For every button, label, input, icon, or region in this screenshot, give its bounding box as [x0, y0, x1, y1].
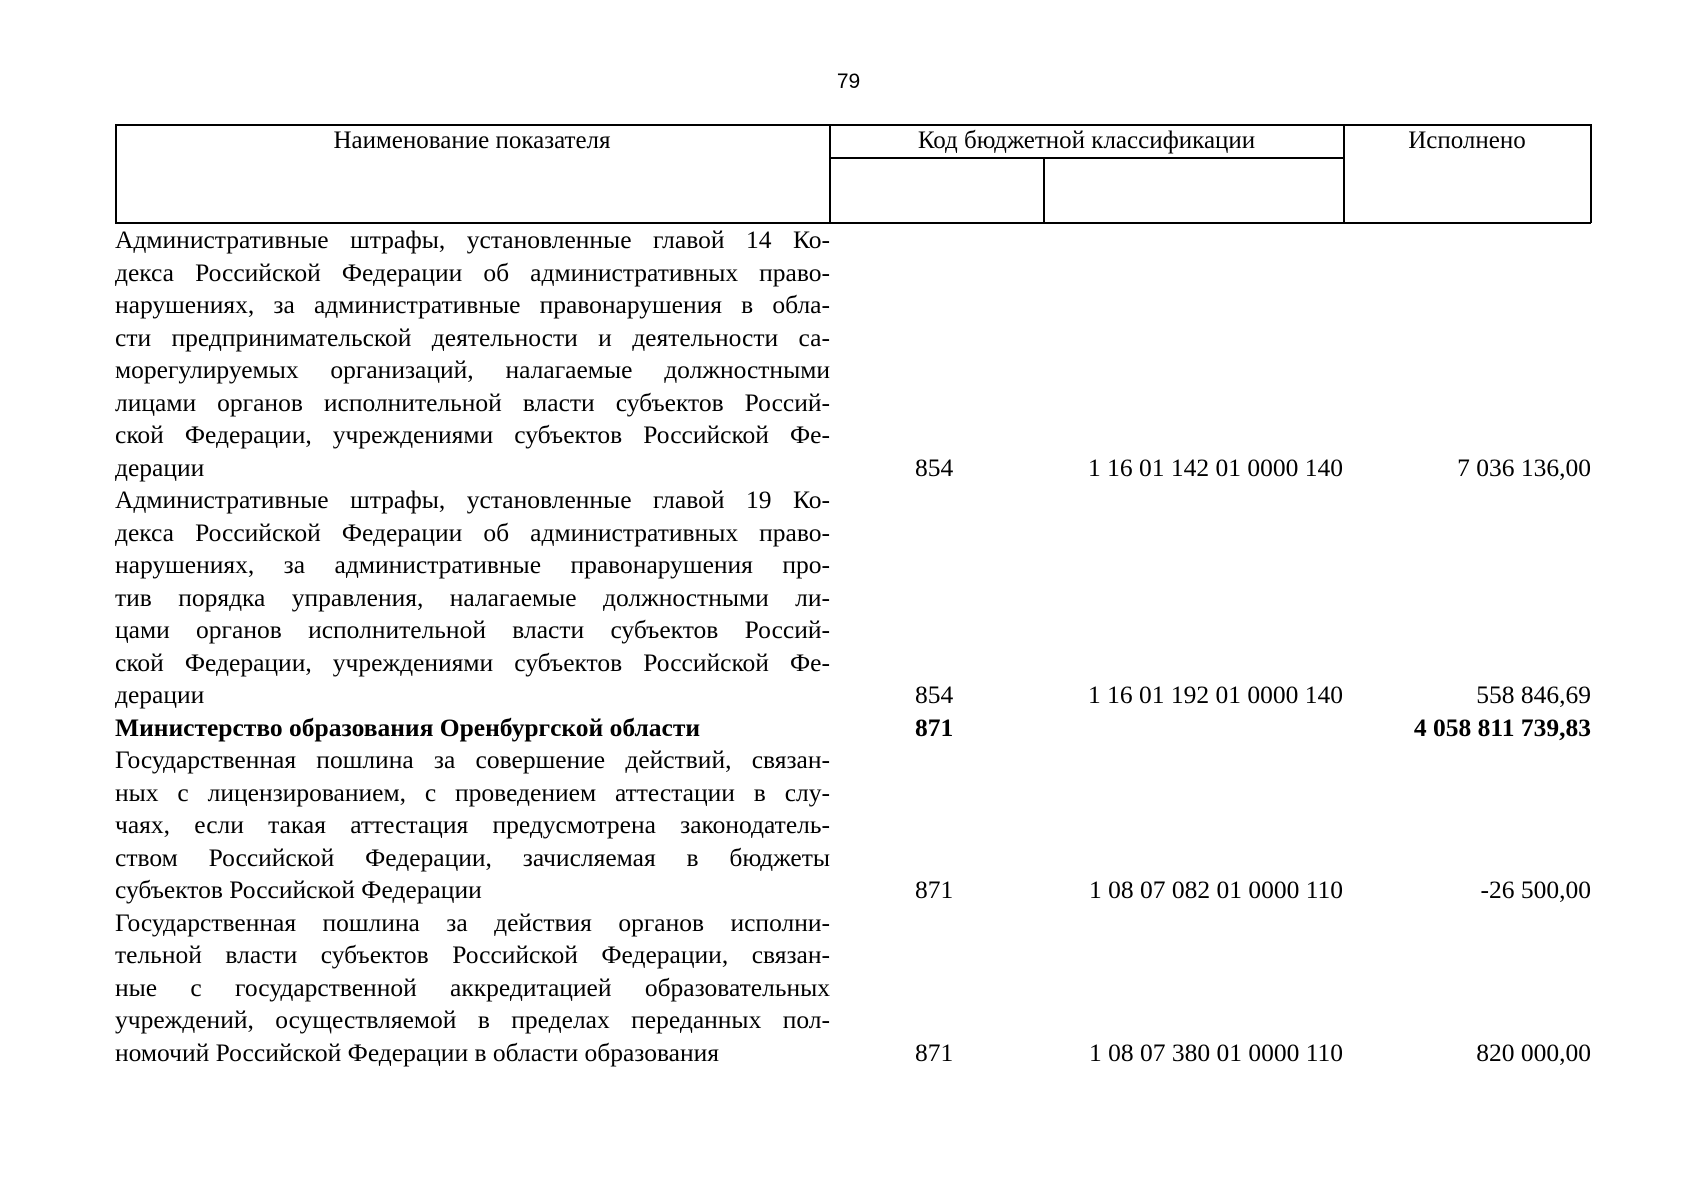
row-name-line: декса Российской Федерации об административных право- [115, 257, 830, 287]
row-name [115, 712, 830, 745]
row-amount: 4 058 811 739,83 [1413, 712, 1591, 742]
row-budget-code: 1 16 01 142 01 0000 140 [1088, 452, 1343, 482]
row-admin-code: 854 [915, 452, 954, 482]
row-name-line: цами органов исполнительной власти субъектов Россий- [115, 615, 830, 644]
row-name-line: чаях, если такая аттестация предусмотрена законодатель- [115, 810, 830, 839]
header-border-right [1590, 124, 1592, 223]
row-name-line: ской Федерации, учреждениями субъектов Российской Фе- [115, 420, 830, 449]
row-name [115, 907, 830, 1070]
row-name-line: декса Российской Федерации об административных право- [115, 517, 830, 547]
row-name-line: Административные штрафы, установленные главой 19 Ко- [115, 485, 830, 514]
header-divider-code-group [829, 157, 1344, 159]
header-executed-col: Исполнено [1408, 127, 1526, 154]
row-name-line: нарушениях, за административные правонарушения в обла- [115, 290, 830, 319]
row-name-line: Административные штрафы, установленные главой 14 Ко- [115, 225, 830, 254]
row-budget-code: 1 08 07 380 01 0000 110 [1088, 1037, 1343, 1067]
row-name-line: лицами органов исполнительной власти субъектов Россий- [115, 387, 830, 417]
page-number: 79 [836, 70, 861, 93]
row-name-line: ных с лицензированием, с проведением аттестации в слу- [115, 777, 830, 807]
row-name-line: сти предпринимательской деятельности и деятельности са- [115, 322, 830, 352]
header-border-top [115, 124, 1591, 126]
row-name-line: ством Российской Федерации, зачисляемая в бюджеты [115, 842, 830, 872]
row-name-line: субъектов Российской Федерации [115, 875, 482, 904]
row-admin-code: 854 [915, 680, 954, 709]
table-row [115, 484, 1591, 712]
table-row [115, 712, 1591, 745]
row-name-line: номочий Российской Федерации в области образования [115, 1037, 720, 1067]
row-name-line: Государственная пошлина за действия органов исполни- [115, 907, 830, 937]
row-amount: 558 846,69 [1476, 680, 1591, 709]
row-name-line: тельной власти субъектов Российской Федерации, связан- [115, 940, 830, 969]
row-name-line: ской Федерации, учреждениями субъектов Российской Фе- [115, 647, 830, 677]
row-name-line: дерации [115, 452, 205, 482]
row-name-line: тив порядка управления, налагаемые должностными ли- [115, 582, 830, 612]
table-row [115, 224, 1591, 484]
row-name-line: ные с государственной аккредитацией образовательных [115, 972, 830, 1002]
row-name-line: нарушениях, за административные правонарушения про- [115, 550, 830, 579]
header-code-group: Код бюджетной классификации [917, 127, 1256, 154]
row-name [115, 224, 830, 484]
row-admin-code: 871 [915, 1037, 954, 1067]
row-name [115, 484, 830, 712]
row-admin-code: 871 [915, 712, 954, 742]
header-name-col: Наименование показателя [333, 127, 611, 154]
table-row [115, 744, 1591, 907]
row-amount: 7 036 136,00 [1457, 452, 1591, 482]
row-amount: -26 500,00 [1480, 875, 1591, 904]
table-header [115, 124, 1591, 223]
row-name-line: Министерство образования Оренбургской области [115, 712, 701, 742]
row-budget-code: 1 08 07 082 01 0000 110 [1088, 875, 1343, 904]
row-name [115, 744, 830, 907]
row-admin-code: 871 [915, 875, 954, 904]
row-name-line: морегулируемых организаций, налагаемые должностными [115, 355, 830, 384]
row-name-line: дерации [115, 680, 205, 709]
row-name-line: Государственная пошлина за совершение действий, связан- [115, 745, 830, 774]
row-name-line: учреждений, осуществляемой в пределах переданных пол- [115, 1005, 830, 1034]
row-amount: 820 000,00 [1476, 1037, 1591, 1067]
row-budget-code: 1 16 01 192 01 0000 140 [1088, 680, 1343, 709]
header-divider-subcols [1043, 157, 1045, 223]
table-row [115, 907, 1591, 1070]
table-body [115, 224, 1591, 1069]
